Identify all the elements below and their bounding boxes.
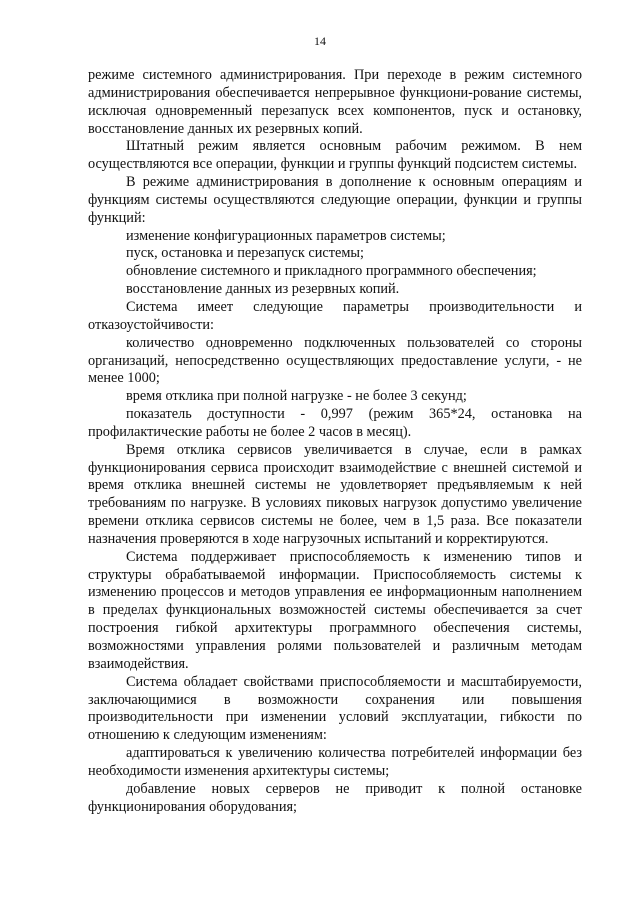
list-item-software-update: обновление системного и прикладного программного обеспечения; (126, 263, 537, 280)
paragraph-standard-mode: Штатный режим является основным рабочим режимом. В нем осуществляются все операции, функции и группы функций подсистем системы. (88, 138, 582, 173)
list-item-concurrent-users: количество одновременно подключенных пользователей со стороны организаций, непосредственно осуществляющих предоставление услуги, - не менее 1000; (88, 334, 582, 387)
list-item-response-time: время отклика при полной нагрузке - не более 3 секунд; (126, 388, 467, 405)
list-item-server-addition: добавление новых серверов не приводит к полной остановке функционирования оборудования; (88, 780, 582, 815)
paragraph-admin-mode-continued: режиме системного администрирования. При переходе в режим системного администрирования обеспечивается непрерывное функциони-рование системы, исключая одновременный перезапуск всех компонентов, пуск и остановку, восстановление данных их резервных копий. (88, 67, 582, 137)
paragraph-scalability: Система обладает свойствами приспособляемости и масштабируемости, заключающимися в возможности сохранения или повышения производительности при изменении условий эксплуатации, гибкости по отношению к следующим изменениям: (88, 673, 582, 744)
list-item-availability: показатель доступности - 0,997 (режим 365*24, остановка на профилактические работы не более 2 часов в месяц). (88, 406, 582, 440)
paragraph-performance-intro: Система имеет следующие параметры производительности и отказоустойчивости: (88, 298, 582, 333)
list-item-consumer-growth: адаптироваться к увеличению количества потребителей информации без необходимости изменения архитектуры системы; (88, 745, 582, 779)
list-item-config-change: изменение конфигурационных параметров системы; (126, 227, 446, 244)
paragraph-admin-functions-intro: В режиме администрирования в дополнение к основным операциям и функциям системы осуществляются следующие операции, функции и группы функций: (88, 174, 582, 226)
list-item-backup-restore: восстановление данных из резервных копий. (126, 281, 400, 298)
page-number: 14 (314, 34, 326, 48)
list-item-start-stop-restart: пуск, остановка и перезапуск системы; (126, 245, 364, 262)
paragraph-adaptability: Система поддерживает приспособляемость к изменению типов и структуры обрабатываемой информации. Приспособляемость системы к изменению процессов и методов управления ее информационным наполнением в пределах функциональных возможностей системы обеспечивается за счет построения гибкой архитектуры программного обеспечения системы, возможностями управления ролями пользователей и различным методам взаимодействия. (88, 548, 582, 672)
paragraph-response-time-increase: Время отклика сервисов увеличивается в случае, если в рамках функционирования сервиса происходит взаимодействие с внешней системой и время отклика внешней системы не удовлетворяет предъявляемым к ней требованиям по нагрузке. В условиях пиковых нагрузок допустимо увеличение времени отклика сервисов системы не более, чем в 1,5 раза. Все показатели назначения проверяются в ходе нагрузочных испытаний и корректируются. (88, 441, 582, 547)
document-body (88, 67, 582, 816)
